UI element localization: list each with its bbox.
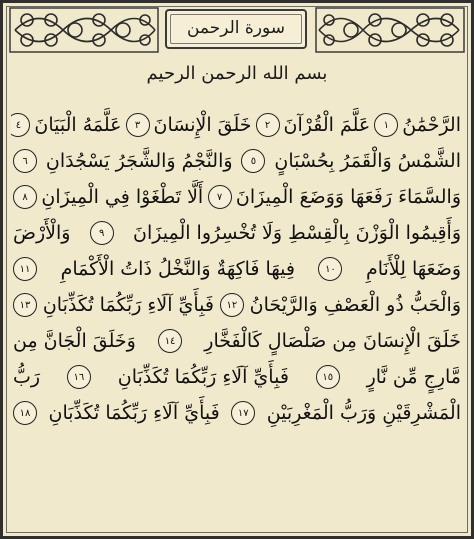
- ayah-number-marker: ١٥: [316, 365, 340, 389]
- basmala: بسم الله الرحمن الرحيم: [146, 63, 328, 84]
- header-ornament-left: [9, 7, 159, 53]
- ayah-number-marker: ٤: [11, 113, 30, 137]
- verse-text: الرَّحْمَٰنُ: [402, 114, 461, 136]
- verse-text: رَبُّ: [13, 366, 41, 388]
- verse-text: وَالْحَبُّ ذُو الْعَصْفِ وَالرَّيْحَانُ: [249, 294, 461, 316]
- header-ornament-right: [315, 7, 465, 53]
- ayah-number-marker: ١: [374, 113, 398, 137]
- ayah-number-marker: ٨: [13, 185, 37, 209]
- verse-line: [11, 359, 463, 395]
- verse-text: عَلَّمَهُ الْبَيَانَ: [34, 114, 122, 136]
- verse-text: وَالسَّمَاءَ رَفَعَهَا وَوَضَعَ الْمِيزَانَ: [235, 186, 461, 208]
- verse-line: [11, 179, 463, 215]
- verse-text: وَأَقِيمُوا الْوَزْنَ بِالْقِسْطِ وَلَا تُخْسِرُوا الْمِيزَانَ: [133, 222, 461, 244]
- ayah-number-marker: ٢: [256, 113, 280, 137]
- verse-text: فِيهَا فَاكِهَةٌ وَالنَّخْلُ ذَاتُ الْأَكْمَامِ: [60, 258, 295, 280]
- verse-text: وَالْأَرْضَ: [13, 222, 71, 244]
- ayah-number-marker: ٧: [208, 185, 232, 209]
- verse-text: عَلَّمَ الْقُرْآنَ: [283, 114, 371, 136]
- ayah-number-marker: ١٢: [220, 293, 244, 317]
- ayah-number-marker: ٦: [13, 149, 37, 173]
- ayah-number-marker: ١١: [13, 257, 37, 281]
- ayah-number-marker: ١٨: [13, 401, 37, 425]
- verse-text: فَبِأَيِّ آلَاءِ رَبِّكُمَا تُكَذِّبَانِ: [42, 294, 215, 316]
- ayah-number-marker: ١٤: [158, 329, 182, 353]
- verse-text: خَلَقَ الْإِنسَانَ مِن صَلْصَالٍ كَالْفَخَّارِ: [204, 330, 461, 352]
- verse-text: الْمَشْرِقَيْنِ وَرَبُّ الْمَغْرِبَيْنِ: [266, 402, 461, 424]
- verse-text: فَبِأَيِّ آلَاءِ رَبِّكُمَا تُكَذِّبَانِ: [48, 402, 220, 424]
- verse-text: وَخَلَقَ الْجَانَّ مِن: [13, 330, 136, 352]
- verse-line: [11, 251, 463, 287]
- surah-title-frame: [165, 9, 307, 49]
- ayah-number-marker: ١٦: [67, 365, 91, 389]
- verse-line: [11, 287, 463, 323]
- ayah-number-marker: ١٣: [13, 293, 37, 317]
- verse-line: [11, 143, 463, 179]
- ayah-number-marker: ١٧: [231, 401, 255, 425]
- verse-text: الشَّمْسُ وَالْقَمَرُ بِحُسْبَانٍ: [274, 150, 461, 172]
- verse-line: [11, 215, 463, 251]
- verse-text: فَبِأَيِّ آلَاءِ رَبِّكُمَا تُكَذِّبَانِ: [117, 366, 289, 388]
- verse-lines: [11, 107, 463, 431]
- ayah-number-marker: ١٠: [318, 257, 342, 281]
- ayah-number-marker: ٣: [126, 113, 150, 137]
- verse-line: [11, 323, 463, 359]
- surah-title: سورة الرحمن: [186, 18, 286, 38]
- verse-line: [11, 107, 463, 143]
- verse-text: خَلَقَ الْإِنسَانَ: [153, 114, 252, 136]
- verse-text: أَلَّا تَطْغَوْا فِي الْمِيزَانِ: [41, 186, 204, 208]
- verse-line: [11, 395, 463, 431]
- ayah-number-marker: ٥: [241, 149, 265, 173]
- surah-header: [3, 3, 471, 59]
- verse-text: وَضَعَهَا لِلْأَنَامِ: [365, 258, 461, 280]
- ayah-number-marker: ٩: [90, 221, 114, 245]
- verse-text: وَالنَّجْمُ وَالشَّجَرُ يَسْجُدَانِ: [45, 150, 233, 172]
- verse-text: مَّارِجٍ مِّن نَّارٍ: [366, 366, 461, 388]
